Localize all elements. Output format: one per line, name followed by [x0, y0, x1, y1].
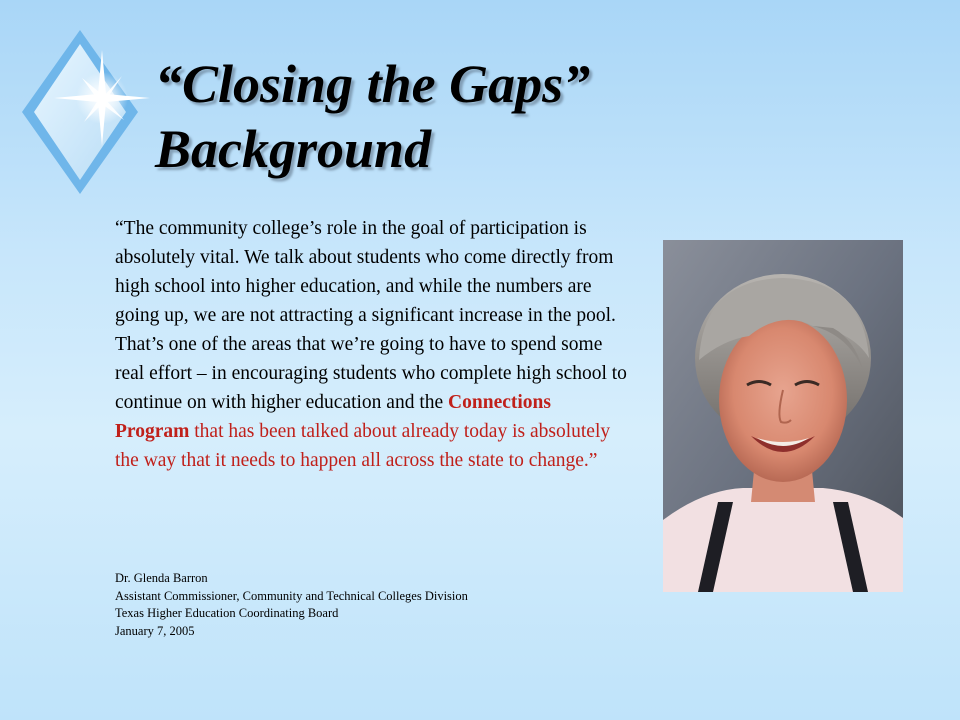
title-line-2: Background: [155, 119, 432, 179]
quote-text: [115, 214, 630, 475]
attribution-role: Assistant Commissioner, Community and Technical Colleges Division: [115, 588, 468, 603]
quote-highlight: that has been talked about already today is absolutely the way that it needs to happen all across the state to change.”: [115, 421, 611, 471]
portrait-photo: [663, 240, 903, 592]
diamond-sparkle-icon: [18, 28, 158, 198]
attribution-name: Dr. Glenda Barron: [115, 571, 208, 585]
attribution: [115, 570, 635, 640]
quote-body: “The community college’s role in the goal of participation is absolutely vital. We talk about students who come directly from high school into higher education, and while the numbers are going up, we are not attracting a significant increase in the pool. That’s one of the areas that we’re going to have to spend some real effort – in encouraging students who complete high school to continue on with higher education and the: [115, 218, 627, 413]
slide-title: [155, 52, 835, 182]
attribution-organization: Texas Higher Education Coordinating Board: [115, 606, 339, 620]
quote-program-name: Connections Program: [115, 392, 551, 442]
attribution-date: January 7, 2005: [115, 623, 195, 638]
title-line-1: “Closing the Gaps”: [155, 54, 591, 114]
